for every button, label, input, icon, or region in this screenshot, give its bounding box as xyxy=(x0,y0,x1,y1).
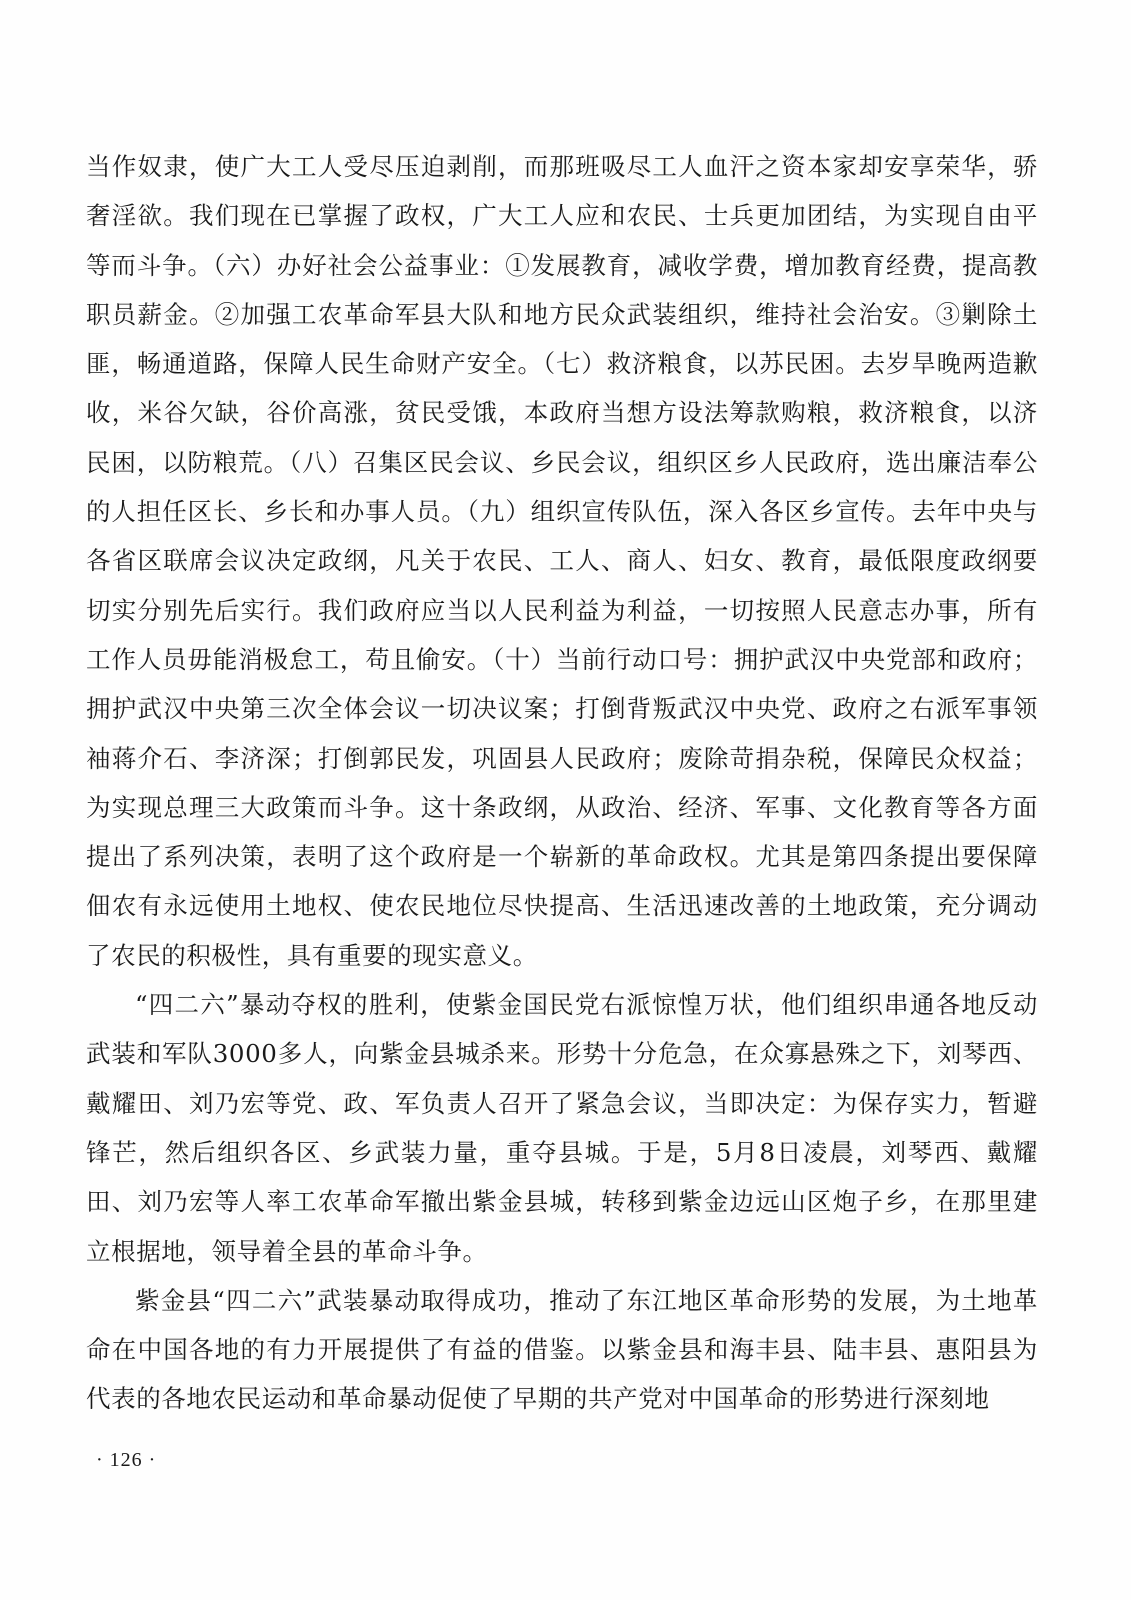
body-text xyxy=(86,142,1038,1424)
page-number: · 126 · xyxy=(96,1449,157,1471)
paragraph-continued: 当作奴隶，使广大工人受尽压迫剥削，而那班吸尽工人血汗之资本家却安享荣华，骄奢淫欲。我们现在已掌握了政权，广大工人应和农民、士兵更加团结，为实现自由平等而斗争。（六）办好社会公益事业：①发展教育，减收学费，增加教育经费，提高教职员薪金。②加强工农革命军县大队和地方民众武装组织，维持社会治安。③剿除土匪，畅通道路，保障人民生命财产安全。（七）救济粮食，以苏民困。去岁旱晚两造歉收，米谷欠缺，谷价高涨，贫民受饿，本政府当想方设法筹款购粮，救济粮食，以济民困，以防粮荒。（八）召集区民会议、乡民会议，组织区乡人民政府，选出廉洁奉公的人担任区长、乡长和办事人员。（九）组织宣传队伍，深入各区乡宣传。去年中央与各省区联席会议决定政纲，凡关于农民、工人、商人、妇女、教育，最低限度政纲要切实分别先后实行。我们政府应当以人民利益为利益，一切按照人民意志办事，所有工作人员毋能消极怠工，苟且偷安。（十）当前行动口号：拥护武汉中央党部和政府；拥护武汉中央第三次全体会议一切决议案；打倒背叛武汉中央党、政府之右派军事领袖蒋介石、李济深；打倒郭民发，巩固县人民政府；废除苛捐杂税，保障民众权益；为实现总理三大政策而斗争。这十条政纲，从政治、经济、军事、文化教育等各方面提出了系列决策，表明了这个政府是一个崭新的革命政权。尤其是第四条提出要保障佃农有永远使用土地权、使农民地位尽快提高、生活迅速改善的土地政策，充分调动了农民的积极性，具有重要的现实意义。 xyxy=(86,152,1038,970)
paragraph-uprising-retreat: “四二六”暴动夺权的胜利，使紫金国民党右派惊惶万状，他们组织串通各地反动武装和军队3000多人，向紫金县城杀来。形势十分危急，在众寡悬殊之下，刘琴西、戴耀田、刘乃宏等党、政、军负责人召开了紧急会议，当即决定：为保存实力，暂避锋芒，然后组织各区、乡武装力量，重夺县城。于是，5月8日凌晨，刘琴西、戴耀田、刘乃宏等人率工农革命军撤出紫金县城，转移到紫金边远山区炮子乡，在那里建立根据地，领导着全县的革命斗争。 xyxy=(86,990,1038,1266)
paragraph-uprising-significance: 紫金县“四二六”武装暴动取得成功，推动了东江地区革命形势的发展，为土地革命在中国各地的有力开展提供了有益的借鉴。以紫金县和海丰县、陆丰县、惠阳县为代表的各地农民运动和革命暴动促使了早期的共产党对中国革命的形势进行深刻地 xyxy=(86,1285,1038,1414)
